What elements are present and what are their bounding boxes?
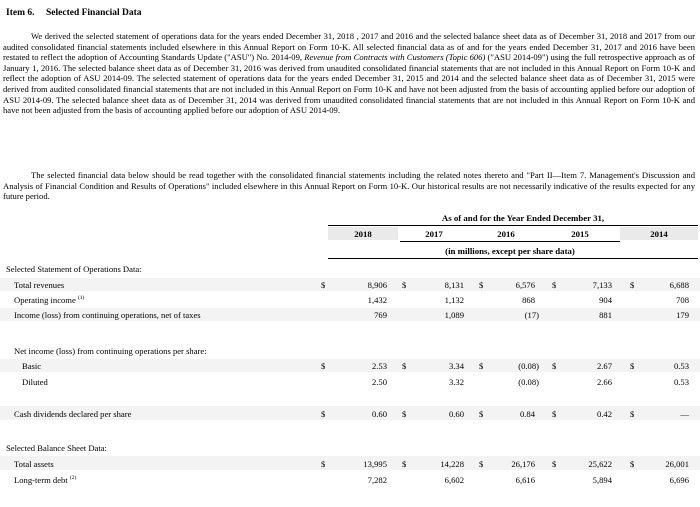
footnote-2: (2): [69, 475, 77, 482]
cell-value: —: [680, 409, 689, 419]
cell-value: 179: [676, 310, 689, 320]
row-label-total-revenues: Total revenues: [14, 280, 65, 290]
currency-symbol: $: [630, 280, 635, 290]
cell-value: 1,132: [444, 295, 464, 305]
cell-value: 5,894: [592, 475, 612, 485]
currency-symbol: $: [552, 361, 557, 371]
currency-symbol: $: [402, 361, 407, 371]
section-heading: [6, 8, 142, 18]
year-2018: 2018: [354, 229, 372, 239]
cell-value: 881: [599, 310, 612, 320]
section-title-balance-sheet: Selected Balance Sheet Data:: [6, 443, 107, 453]
cell-value: (0.08): [518, 377, 539, 387]
cell-value: 14,228: [440, 459, 464, 469]
cell-value: 868: [522, 295, 535, 305]
cell-value: 8,906: [367, 280, 387, 290]
cell-value: (0.08): [518, 361, 539, 371]
cell-value: 904: [599, 295, 612, 305]
cell-value: 1,089: [444, 310, 464, 320]
cell-value: 1,432: [367, 295, 387, 305]
currency-symbol: $: [321, 280, 326, 290]
year-2016: 2016: [497, 229, 515, 239]
cell-value: 3.34: [448, 361, 464, 371]
currency-symbol: $: [552, 459, 557, 469]
operating-income-text: Operating income: [14, 295, 76, 305]
cell-value: 0.53: [673, 377, 689, 387]
cell-value: 13,995: [363, 459, 387, 469]
row-label-income-continuing: Income (loss) from continuing operations, net of taxes: [14, 310, 201, 320]
cell-value: 6,616: [515, 475, 535, 485]
row-label-total-assets: Total assets: [14, 459, 54, 469]
row-label-cash-dividends: Cash dividends declared per share: [14, 409, 132, 419]
section-title-per-share: Net income (loss) from continuing operations per share:: [14, 346, 207, 356]
currency-symbol: $: [321, 409, 326, 419]
long-term-debt-text: Long-term debt: [14, 475, 68, 485]
year-2017: 2017: [425, 229, 443, 239]
cell-value: 26,176: [511, 459, 535, 469]
currency-symbol: $: [630, 361, 635, 371]
cell-value: 25,622: [588, 459, 612, 469]
currency-symbol: $: [321, 459, 326, 469]
cell-value: 0.84: [519, 409, 535, 419]
currency-symbol: $: [321, 361, 326, 371]
row-label-diluted: Diluted: [22, 377, 48, 387]
row-label-long-term-debt: [14, 475, 76, 485]
cell-value: 769: [374, 310, 387, 320]
currency-symbol: $: [402, 459, 407, 469]
cell-value: 2.53: [371, 361, 387, 371]
cell-value: 0.60: [448, 409, 464, 419]
cell-value: 7,282: [367, 475, 387, 485]
cell-value: 2.66: [596, 377, 612, 387]
currency-symbol: $: [479, 361, 484, 371]
cell-value: 6,696: [669, 475, 689, 485]
row-label-operating-income: [14, 295, 84, 305]
currency-symbol: $: [552, 409, 557, 419]
currency-symbol: $: [479, 280, 484, 290]
cell-value: 6,688: [669, 280, 689, 290]
item-title: Selected Financial Data: [46, 8, 142, 18]
intro-paragraph: [3, 31, 695, 116]
header-bottom-rule: [328, 258, 698, 259]
intro-text-1: We derived the selected statement of operations data for the years ended December 31, 2018 , 2017 and 2016 and the selected balance sheet data as of December 31, 2018 and 2017 from our audited consolidated financial statements included elsewhere in this Annual Report on Form 10-K. All selected financial data as of and for the years ended December 31, 2017 and 2016 have been restated to reflect the adoption of Accounting Standards Update ("ASU") No. 2014-09,: [3, 31, 695, 63]
currency-symbol: $: [479, 459, 484, 469]
cell-value: 6,576: [515, 280, 535, 290]
cell-value: 2.50: [371, 377, 387, 387]
cell-value: 8,131: [444, 280, 464, 290]
cell-value: 3.32: [448, 377, 464, 387]
reading-note-paragraph: The selected financial data below should be read together with the consolidated financial statements including the related notes thereto and "Part II—Item 7. Management's Discussion and Analysis of Financial Condition and Results of Operations" included elsewhere in this Annual Report on Form 10-K. Our historical results are not necessarily indicative of the results expected for any future period.: [3, 170, 695, 202]
currency-symbol: $: [402, 280, 407, 290]
group-header-rule: [328, 225, 698, 226]
currency-symbol: $: [479, 409, 484, 419]
cell-value: (17): [524, 310, 539, 320]
item-number: Item 6.: [6, 8, 35, 18]
cell-value: 7,133: [592, 280, 612, 290]
currency-symbol: $: [552, 280, 557, 290]
units-note: (in millions, except per share data): [445, 246, 575, 256]
table-group-header: As of and for the Year Ended December 31,: [441, 213, 605, 223]
year-2014: 2014: [650, 229, 668, 239]
currency-symbol: $: [630, 409, 635, 419]
intro-italic-title: Revenue from Contracts with Customers (Topic 606): [304, 52, 486, 63]
years-rule: [400, 241, 620, 242]
cell-value: 0.42: [596, 409, 612, 419]
row-label-basic: Basic: [22, 361, 42, 371]
currency-symbol: $: [402, 409, 407, 419]
cell-value: 26,001: [665, 459, 689, 469]
cell-value: 6,602: [444, 475, 464, 485]
footnote-1: (1): [77, 295, 85, 302]
cell-value: 708: [676, 295, 689, 305]
currency-symbol: $: [630, 459, 635, 469]
year-2015: 2015: [571, 229, 589, 239]
cell-value: 0.60: [371, 409, 387, 419]
cell-value: 2.67: [596, 361, 612, 371]
cell-value: 0.53: [673, 361, 689, 371]
intro-text-2: ("ASU 2014-09") using the full retrospective approach as of January 1, 2016. The selected balance sheet data as of December 31, 2016 was derived from unaudited consolidated financial statements that are not included in this Annual Report on Form 10-K and reflect the adoption of ASU 2014-09. The selected statement of operations data for the years ended December 31, 2015 and 2014 and the selected balance sheet data as of December 31, 2015 were derived from audited consolidated financial statements that are not included in this Annual Report on Form 10-K and have not been adjusted from the basis of accounting applied before our adoption of ASU 2014-09. The selected balance sheet data as of December 31, 2014 was derived from unaudited consolidated financial statements that are not included in this Annual Report on Form 10-K and have not been adjusted from the basis of accounting applied before our adoption of ASU 2014-09.: [3, 52, 695, 116]
section-title-operations: Selected Statement of Operations Data:: [6, 264, 142, 274]
